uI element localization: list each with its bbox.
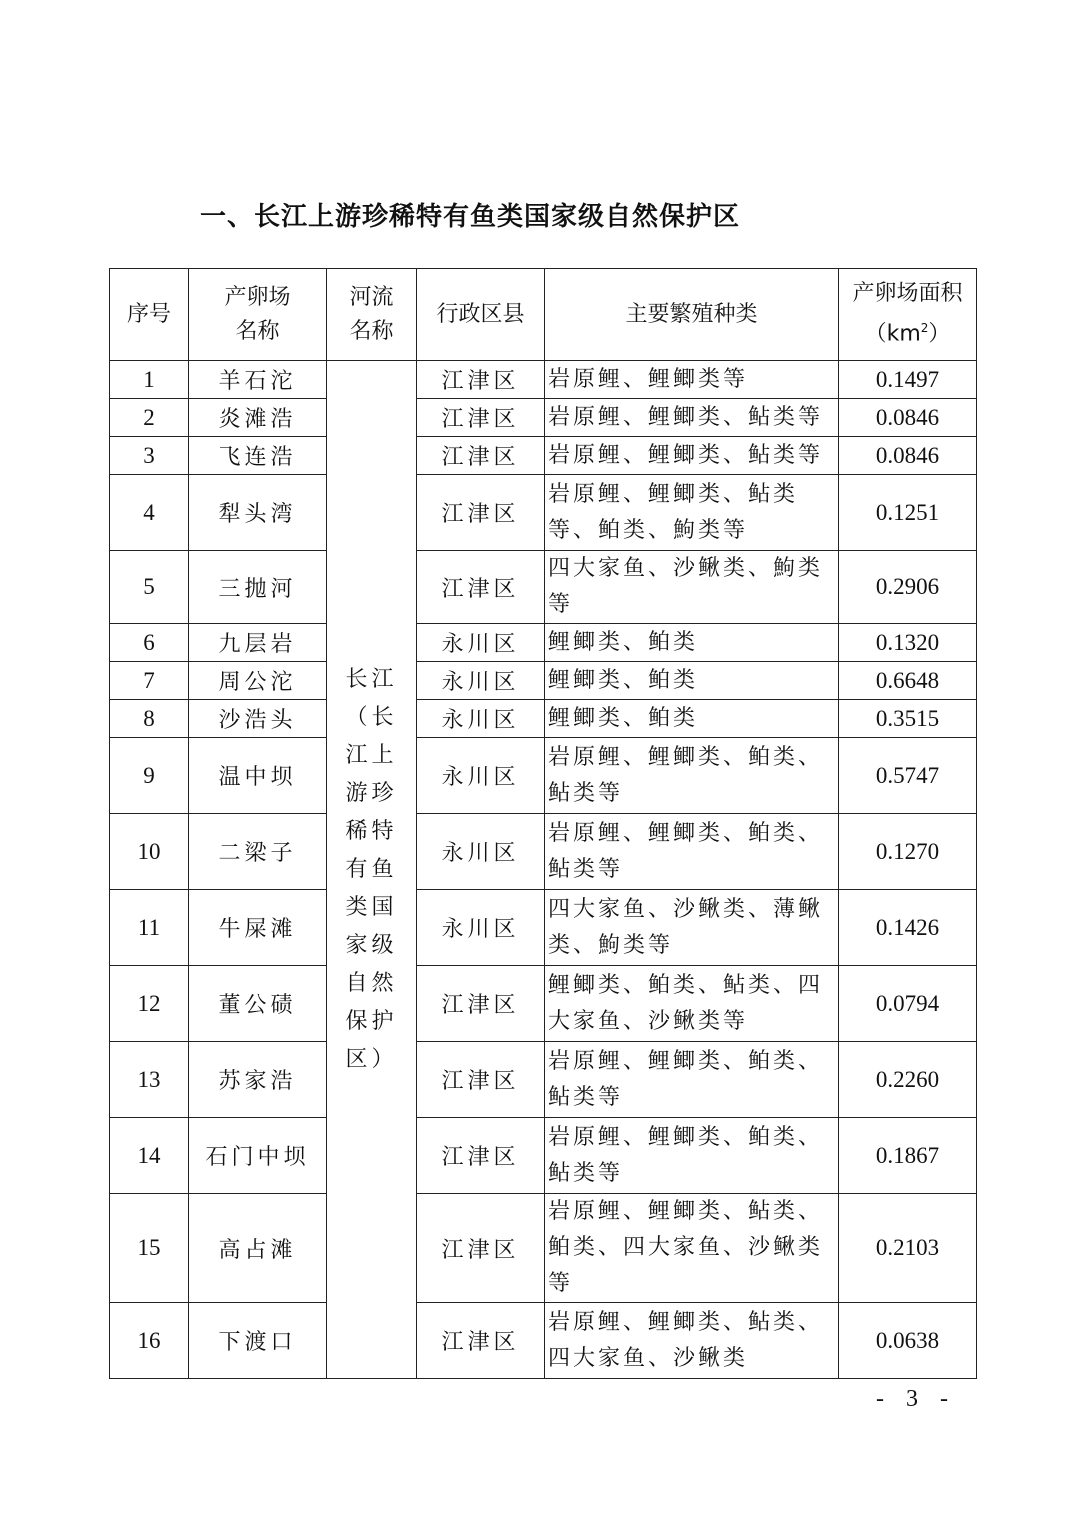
row-index: 14	[110, 1118, 189, 1194]
area-value: 0.0846	[839, 399, 977, 437]
table-row	[110, 551, 977, 624]
area-value: 0.0846	[839, 437, 977, 475]
area-value: 0.1320	[839, 624, 977, 662]
header-river: 河流名称	[327, 269, 417, 361]
site-name: 九层岩	[189, 624, 327, 662]
spawning-ground-table	[109, 268, 977, 1379]
row-index: 4	[110, 475, 189, 551]
area-value: 0.1270	[839, 814, 977, 890]
table-row	[110, 437, 977, 475]
row-index: 2	[110, 399, 189, 437]
table-row	[110, 399, 977, 437]
site-name: 三抛河	[189, 551, 327, 624]
area-value: 0.1867	[839, 1118, 977, 1194]
table-row	[110, 814, 977, 890]
species-list: 岩原鲤、鲤鲫类、鲇类等	[545, 399, 839, 437]
area-value: 0.5747	[839, 738, 977, 814]
site-name: 牛屎滩	[189, 890, 327, 966]
table-row	[110, 624, 977, 662]
species-list: 四大家鱼、沙鳅类、鮈类等	[545, 551, 839, 624]
county-name: 江津区	[417, 551, 545, 624]
table-row	[110, 1194, 977, 1303]
table-row	[110, 475, 977, 551]
county-name: 江津区	[417, 399, 545, 437]
row-index: 15	[110, 1194, 189, 1303]
site-name: 温中坝	[189, 738, 327, 814]
table-row	[110, 890, 977, 966]
row-index: 12	[110, 966, 189, 1042]
county-name: 江津区	[417, 1118, 545, 1194]
area-value: 0.1497	[839, 361, 977, 399]
county-name: 永川区	[417, 738, 545, 814]
area-value: 0.0638	[839, 1303, 977, 1379]
header-county: 行政区县	[417, 269, 545, 361]
site-name: 犁头湾	[189, 475, 327, 551]
species-list: 岩原鲤、鲤鲫类、鲇类、四大家鱼、沙鳅类	[545, 1303, 839, 1379]
county-name: 永川区	[417, 624, 545, 662]
species-list: 岩原鲤、鲤鲫类、鲌类、鲇类等	[545, 1042, 839, 1118]
table-row	[110, 700, 977, 738]
header-species: 主要繁殖种类	[545, 269, 839, 361]
table-row	[110, 1118, 977, 1194]
site-name: 苏家浩	[189, 1042, 327, 1118]
species-list: 鲤鲫类、鲌类、鲇类、四大家鱼、沙鳅类等	[545, 966, 839, 1042]
row-index: 6	[110, 624, 189, 662]
table-row	[110, 361, 977, 399]
table-row	[110, 1303, 977, 1379]
header-index: 序号	[110, 269, 189, 361]
county-name: 永川区	[417, 814, 545, 890]
county-name: 永川区	[417, 700, 545, 738]
site-name: 下渡口	[189, 1303, 327, 1379]
county-name: 永川区	[417, 890, 545, 966]
site-name: 周公沱	[189, 662, 327, 700]
species-list: 岩原鲤、鲤鲫类、鲇类等	[545, 437, 839, 475]
header-site: 产卵场名称	[189, 269, 327, 361]
area-value: 0.6648	[839, 662, 977, 700]
header-area: 产卵场面积$(km^2)$	[839, 269, 977, 361]
table-header-row	[110, 269, 977, 361]
area-value: 0.0794	[839, 966, 977, 1042]
county-name: 江津区	[417, 966, 545, 1042]
area-value: 0.2906	[839, 551, 977, 624]
county-name: 江津区	[417, 361, 545, 399]
site-name: 高占滩	[189, 1194, 327, 1303]
species-list: 四大家鱼、沙鳅类、薄鳅类、鮈类等	[545, 890, 839, 966]
species-list: 岩原鲤、鲤鲫类等	[545, 361, 839, 399]
row-index: 5	[110, 551, 189, 624]
county-name: 江津区	[417, 1303, 545, 1379]
row-index: 11	[110, 890, 189, 966]
county-name: 江津区	[417, 1042, 545, 1118]
site-name: 二梁子	[189, 814, 327, 890]
table-row	[110, 1042, 977, 1118]
page-number: - 3 -	[876, 1386, 956, 1412]
site-name: 沙浩头	[189, 700, 327, 738]
row-index: 16	[110, 1303, 189, 1379]
area-value: 0.1251	[839, 475, 977, 551]
row-index: 7	[110, 662, 189, 700]
species-list: 岩原鲤、鲤鲫类、鲇类等、鲌类、鮈类等	[545, 475, 839, 551]
county-name: 永川区	[417, 662, 545, 700]
site-name: 炎滩浩	[189, 399, 327, 437]
row-index: 13	[110, 1042, 189, 1118]
species-list: 岩原鲤、鲤鲫类、鲌类、鲇类等	[545, 1118, 839, 1194]
species-list: 岩原鲤、鲤鲫类、鲌类、鲇类等	[545, 814, 839, 890]
area-value: 0.2260	[839, 1042, 977, 1118]
area-value: 0.3515	[839, 700, 977, 738]
species-list: 鲤鲫类、鲌类	[545, 624, 839, 662]
river-name: 长江（长江上游珍稀特有鱼类国家级自然保护区）	[327, 361, 417, 1379]
table-row	[110, 738, 977, 814]
row-index: 10	[110, 814, 189, 890]
county-name: 江津区	[417, 437, 545, 475]
row-index: 8	[110, 700, 189, 738]
species-list: 鲤鲫类、鲌类	[545, 700, 839, 738]
species-list: 岩原鲤、鲤鲫类、鲇类、鲌类、四大家鱼、沙鳅类等	[545, 1194, 839, 1303]
county-name: 江津区	[417, 475, 545, 551]
table-row	[110, 662, 977, 700]
site-name: 董公碛	[189, 966, 327, 1042]
table-row	[110, 966, 977, 1042]
species-list: 鲤鲫类、鲌类	[545, 662, 839, 700]
section-title: 一、长江上游珍稀特有鱼类国家级自然保护区	[200, 202, 741, 232]
row-index: 9	[110, 738, 189, 814]
row-index: 1	[110, 361, 189, 399]
area-value: 0.2103	[839, 1194, 977, 1303]
site-name: 羊石沱	[189, 361, 327, 399]
site-name: 飞连浩	[189, 437, 327, 475]
species-list: 岩原鲤、鲤鲫类、鲌类、鲇类等	[545, 738, 839, 814]
county-name: 江津区	[417, 1194, 545, 1303]
row-index: 3	[110, 437, 189, 475]
area-value: 0.1426	[839, 890, 977, 966]
site-name: 石门中坝	[189, 1118, 327, 1194]
